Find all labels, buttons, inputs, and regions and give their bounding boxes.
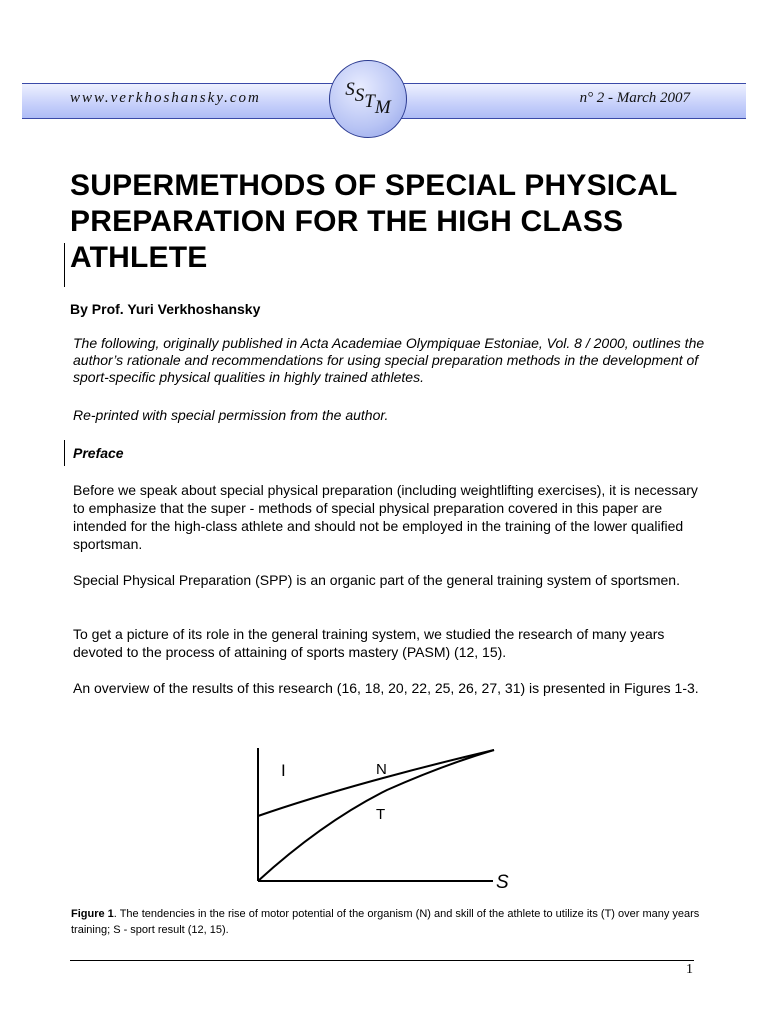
sstm-logo	[329, 60, 407, 138]
logo-letter-m: M	[374, 97, 391, 118]
footer-rule	[70, 960, 694, 961]
header-issue: n° 2 - March 2007	[579, 90, 690, 106]
paragraph-4: An overview of the results of this research (16, 18, 20, 22, 25, 26, 27, 31) is presented in Figures 1-3.	[73, 680, 699, 696]
article-intro: The following, originally published in Acta Academiae Olympiquae Estoniae, Vol. 8 / 2000, outlines the author’s rationale and recommendations for using special preparation methods in the development of sport-specific physical qualities in highly trained athletes.	[73, 335, 705, 385]
article-byline: By Prof. Yuri Verkhoshansky	[70, 301, 261, 317]
reprint-note: Re-printed with special permission from the author.	[73, 407, 389, 423]
caption-label: Figure 1	[71, 908, 114, 920]
paragraph-1: Before we speak about special physical preparation (including weightlifting exercises), it is necessary to emphasize that the super - methods of special physical preparation covered in this paper are intended for the high-class athlete and should not be employed in the training of the lower qualified sportsman.	[73, 482, 698, 552]
figure-1-caption	[71, 906, 731, 938]
preface-heading: Preface	[73, 445, 124, 461]
margin-bar-preface	[64, 440, 65, 466]
page-number: 1	[686, 962, 693, 977]
curve-t-label: T	[376, 806, 386, 823]
caption-text: . The tendencies in the rise of motor potential of the organism (N) and skill of the athlete to utilize its (T) over many years training; S - sport result (12, 15).	[71, 908, 700, 936]
article-title: SUPERMETHODS OF SPECIAL PHYSICAL PREPARATION FOR THE HIGH CLASS ATHLETE	[70, 169, 678, 274]
x-axis-label: S	[496, 872, 509, 893]
logo-letter-t: T	[364, 91, 375, 112]
paragraph-3: To get a picture of its role in the general training system, we studied the research of many years devoted to the process of attaining of sports mastery (PASM) (12, 15).	[73, 626, 665, 660]
margin-bar-title	[64, 243, 65, 287]
logo-letter-s1: S	[345, 79, 355, 100]
figure-1-graph	[247, 740, 512, 895]
paragraph-2: Special Physical Preparation (SPP) is an organic part of the general training system of sportsmen.	[73, 572, 680, 588]
curve-n-label: N	[376, 761, 387, 778]
y-axis-label: I	[281, 761, 286, 780]
logo-letter-s2: S	[354, 85, 365, 106]
header-url[interactable]: www.verkhoshansky.com	[70, 90, 261, 106]
